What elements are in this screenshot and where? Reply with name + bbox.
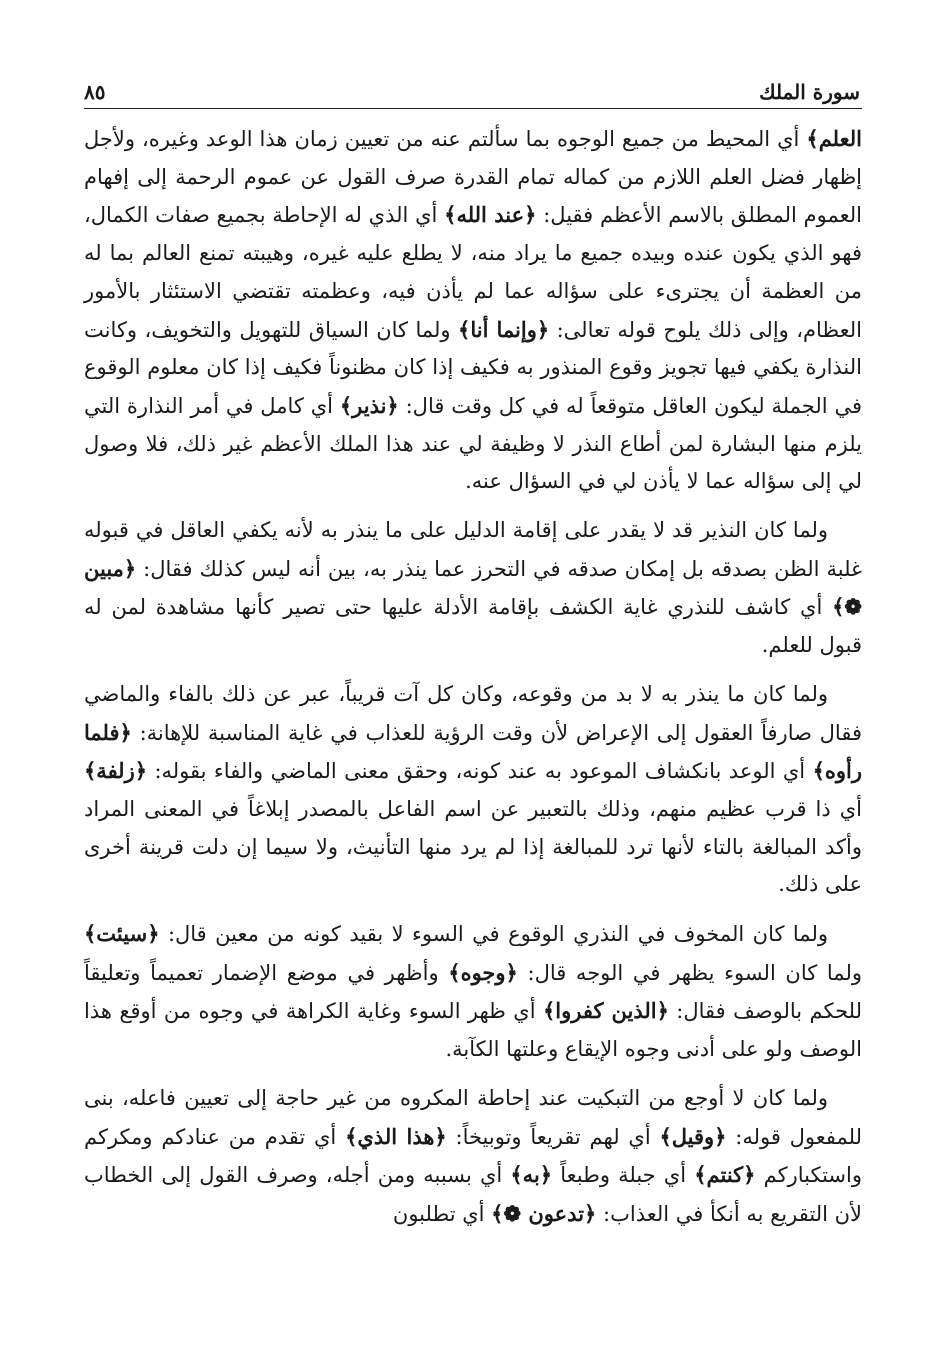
commentary-text: أي بسببه ومن أجله، وصرف القول إلى الخطاب لأن التقريع به أنكأ في العذاب: [84, 1163, 862, 1226]
paragraph [84, 512, 862, 665]
quran-quote: العلم﴾ [806, 126, 862, 151]
quran-quote: ﴿تدعون ❁﴾ [491, 1200, 597, 1226]
quran-quote: ﴿نذير﴾ [339, 392, 399, 418]
quran-quote: ﴿مبين ❁﴾ [84, 555, 862, 620]
quran-quote: ﴿وإنما أنا﴾ [458, 316, 550, 342]
quran-quote: ﴿سيئت﴾ [84, 921, 160, 947]
paragraph [84, 676, 862, 904]
quran-quote: ﴿وقيل﴾ [659, 1123, 727, 1149]
commentary-text: أي تقدم من عنادكم ومكركم واستكباركم [84, 1124, 862, 1188]
quran-quote: ﴿عند الله﴾ [444, 202, 537, 228]
commentary-text: أي كاشف للنذري غاية الكشف بإقامة الأدلة عليها حتى تصير كأنها مشاهدة لمن له قبول للعلم. [84, 595, 862, 658]
commentary-text: أي كامل في أمر النذارة التي يلزم منها البشارة لمن أطاع النذر لا وظيفة لي عند هذا الملك الأعظم غير ذلك، فلا وصول لي إلى سؤاله عما لا يأذن لي في السؤال عنه. [84, 393, 862, 494]
commentary-text: ولما كان لا أوجع من التبكيت عند إحاطة المكروه من غير حاجة إلى تعيين فاعله، بنى للمفعول قوله: [84, 1085, 863, 1149]
paragraph [84, 120, 862, 501]
commentary-text: أي تطلبون [392, 1201, 492, 1226]
commentary-text: ولما كان المخوف في النذري الوقوع في السوء لا بقيد كونه من معين قال: [159, 922, 828, 947]
paragraph [84, 915, 862, 1069]
running-header [84, 70, 860, 104]
quran-quote: ﴿هذا الذي﴾ [345, 1123, 447, 1149]
commentary-text: أي الذي له الإحاطة بجميع صفات الكمال، فهو الذي يكون عنده وبيده جميع ما يراد منه، لا يطلع عليه غيره، وهيبته تمنع العالم بما له من العظمة أن يجترىء على سؤاله عما لم يأذن فيه، وعظمته تقتضي الاستئثار بالأمور العظام، وإلى ذلك يلوح قوله تعالى: [84, 203, 863, 342]
commentary-text: أي المحيط من جميع الوجوه بما سألتم عنه من تعيين زمان هذا الوعد وغيره، ولأجل إظهار فضل العلم اللازم من كماله تمام القدرة صرف القول عن عموم الرحمة إلى إفهام العموم المطلق بالاسم الأعظم فقيل: [84, 127, 862, 228]
commentary-text: أي الوعد بانكشاف الموعود به عند كونه، وحقق معنى الماضي والفاء بقوله: [147, 759, 813, 784]
commentary-text: أي ظهر السوء وغاية الكراهة في وجوه من أوقع هذا الوصف ولو على أدنى وجوه الإيقاع وعلتها الكآبة. [84, 999, 862, 1062]
quran-quote: ﴿وجوه﴾ [448, 959, 518, 985]
commentary-text: ولما كان ما ينذر به لا بد من وقوعه، وكان كل آت قريباً، عبر عن ذلك بالفاء والماضي فقال صارفاً العقول إلى الإعراض لأن وقت الرؤية للعذاب في غاية المناسبة للإهانة: [84, 681, 862, 745]
page-number: ٨٥ [84, 80, 106, 104]
header-divider [84, 108, 862, 109]
commentary-body [84, 120, 862, 1245]
quran-quote: ﴿الذين كفروا﴾ [542, 998, 669, 1024]
quran-quote: ﴿زلفة﴾ [84, 758, 148, 784]
commentary-text: ولما كان النذير قد لا يقدر على إقامة الدليل على ما ينذر به لأنه يكفي العاقل في قبوله غلبة الظن بصدقه بل إمكان صدقه في التحرز عما ينذر به، بين أنه ليس كذلك فقال: [84, 518, 862, 581]
paragraph [84, 1080, 862, 1234]
commentary-text: أي جبلة وطبعاً [552, 1163, 695, 1188]
commentary-text: وأظهر في موضع الإضمار تعميماً وتعليقاً للحكم بالوصف فقال: [84, 960, 863, 1024]
surah-title: سورة الملك [759, 80, 860, 104]
commentary-text: أي ذا قرب عظيم منهم، وذلك بالتعبير عن اسم الفاعل بالمصدر إبلاغاً في المعنى المراد وأكد المبالغة بالتاء لأنها ترد للمبالغة إذا لم يرد منها التأنيث، ولا سيما إن دلت قرينة أخرى على ذلك. [84, 796, 862, 897]
commentary-text: ولما كان السياق للتهويل والتخويف، وكانت النذارة يكفي فيها تجويز وقوع المنذور به فكيف إذا كان مظنوناً فكيف إذا كان معلوم الوقوع في الجملة ليكون العاقل متوقعاً له في كل وقت قال: [84, 317, 862, 418]
quran-quote: ﴿كنتم﴾ [694, 1162, 756, 1188]
quran-quote: ﴿فلما رأوه﴾ [84, 719, 862, 784]
quran-quote: ﴿به﴾ [510, 1162, 553, 1188]
commentary-text: أي لهم تقريعاً وتوبيخاً: [446, 1124, 660, 1149]
commentary-text: ولما كان السوء يظهر في الوجه قال: [517, 960, 862, 985]
